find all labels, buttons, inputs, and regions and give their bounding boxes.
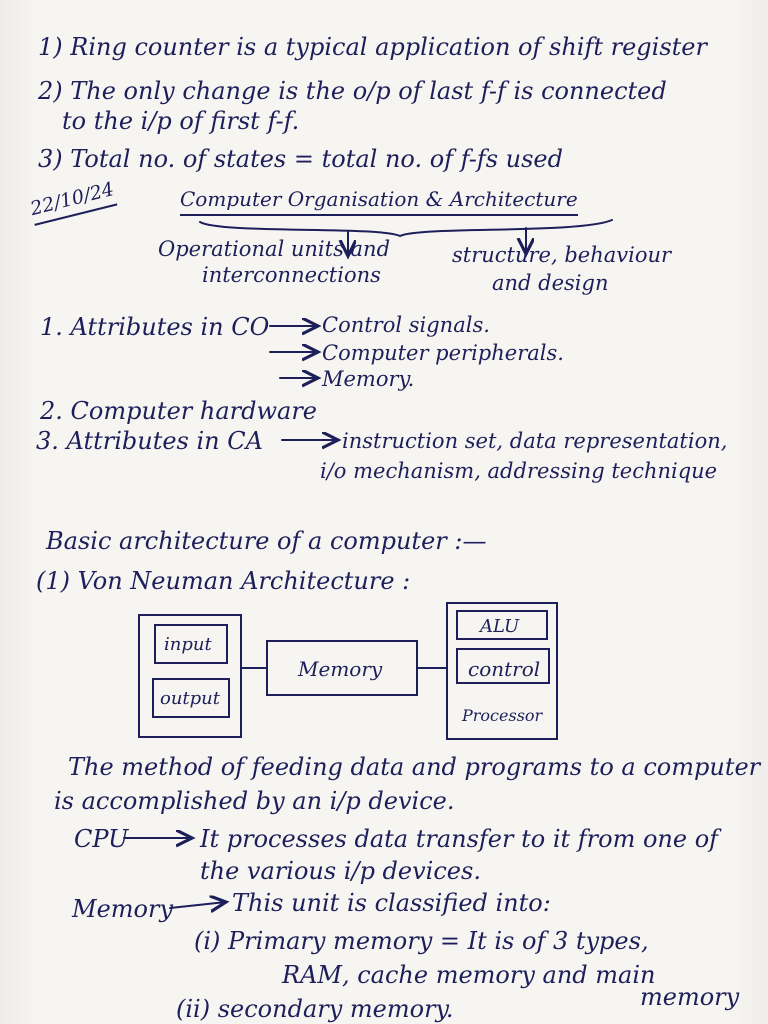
von-neumann-heading: (1) Von Neuman Architecture : xyxy=(36,567,411,595)
method-line-b: is accomplished by an i/p device. xyxy=(54,787,455,815)
note-line-2a: 2) The only change is the o/p of last f-f is connected xyxy=(38,77,667,105)
attributes-ca: 3. Attributes in CA xyxy=(36,427,263,455)
processor-label: Processor xyxy=(462,706,543,725)
alu-box xyxy=(456,610,548,640)
control-box xyxy=(456,648,550,684)
input-label: input xyxy=(164,634,212,655)
note-line-3: 3) Total no. of states = total no. of f-fs used xyxy=(38,145,563,173)
ca-item-io-mechanism: i/o mechanism, addressing technique xyxy=(320,459,718,483)
attributes-co: 1. Attributes in CO xyxy=(40,313,270,341)
note-line-1: 1) Ring counter is a typical application of shift register xyxy=(38,33,707,61)
co-item-memory: Memory. xyxy=(322,367,415,391)
memory-item-primary-types: RAM, cache memory and main xyxy=(282,961,656,989)
co-description-a: Operational units and xyxy=(158,237,391,261)
co-description-b: interconnections xyxy=(202,263,381,287)
section-heading: Computer Organisation & Architecture xyxy=(180,186,578,216)
output-box xyxy=(152,678,230,718)
control-label: control xyxy=(468,657,541,681)
memory-line-a: This unit is classified into: xyxy=(232,889,551,917)
ca-description-a: structure, behaviour xyxy=(452,243,672,267)
memory-item-primary: (i) Primary memory = It is of 3 types, xyxy=(194,927,649,955)
basic-architecture-heading: Basic architecture of a computer :— xyxy=(46,527,487,555)
co-item-control-signals: Control signals. xyxy=(322,313,490,337)
input-box xyxy=(154,624,228,664)
memory-box xyxy=(266,640,418,696)
computer-hardware: 2. Computer hardware xyxy=(40,397,317,425)
cpu-line-a: It processes data transfer to it from one of xyxy=(200,825,719,853)
memory-item-primary-types-cont: memory xyxy=(640,983,740,1011)
heading-brace xyxy=(200,220,612,236)
method-line-a: The method of feeding data and programs to a computer xyxy=(68,753,761,781)
memory-term: Memory xyxy=(72,895,174,923)
note-line-2b: to the i/p of first f-f. xyxy=(62,107,300,135)
cpu-term: CPU xyxy=(74,825,129,853)
ca-item-instruction-set: instruction set, data representation, xyxy=(342,429,728,453)
cpu-line-b: the various i/p devices. xyxy=(200,857,481,885)
alu-label: ALU xyxy=(480,616,520,637)
memory-item-secondary: (ii) secondary memory. xyxy=(176,995,454,1023)
arrow-memory xyxy=(170,902,226,908)
date-stamp: 22/10/24 xyxy=(28,176,118,226)
co-item-peripherals: Computer peripherals. xyxy=(322,341,564,365)
output-label: output xyxy=(160,688,221,709)
memory-label: Memory xyxy=(298,657,383,681)
ca-description-b: and design xyxy=(492,271,609,295)
